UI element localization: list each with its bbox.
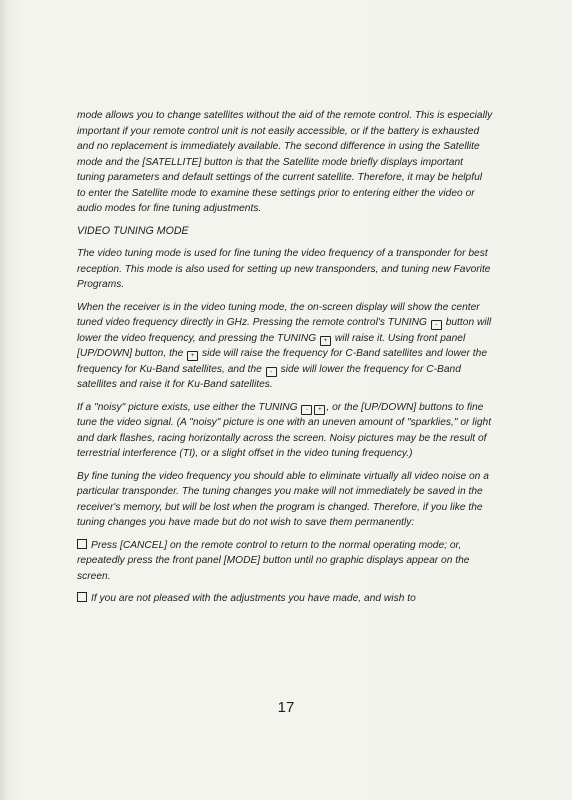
bullet-text: Press [CANCEL] on the remote control to return to the normal operating mode; or, repeatedly press the front panel [MODE] button until no graphic displays appear on the screen. — [77, 539, 470, 582]
section-heading-video-tuning: VIDEO TUNING MODE — [77, 224, 189, 237]
tuning-plus-icon: + — [320, 336, 331, 346]
down-arrow-icon: - — [266, 367, 277, 377]
text-segment: When the receiver is in the video tuning mode, the on-screen display will show the center tuned video frequency directly in GHz. Pressing the remote control's TUNING — [77, 301, 480, 328]
paragraph-fine-tuning: By fine tuning the video frequency you should able to eliminate virtually all video noise on a particular transponder. The tuning changes you make will not immediately be saved in the receiver's memory, but will be lost when the program is changed. Therefore, if you like the tuning changes you have made but do not wish to save them permanently: — [77, 470, 489, 528]
checkbox-bullet-icon — [77, 539, 87, 549]
text-segment: , or the [UP/DOWN] buttons to fine tune the video signal. (A "noisy" picture is one with an uneven amount of "sparklies," or light and dark flashes, racing horizontally across the screen. Noisy pictures may be the result of terrestrial interference (TI), or a slight offset in the video tuning frequency.) — [77, 401, 492, 459]
paragraph-video-tuning-intro: The video tuning mode is used for fine tuning the video frequency of a transponder for best reception. This mode is also used for setting up new transponders, and tuning new Favorite Programs. — [77, 248, 491, 290]
text-segment: side will raise the frequency for C-Band satellites and lower the frequency for Ku-Band satellites, and the — [77, 348, 488, 375]
text-segment: side will lower the frequency for C-Band satellites and raise it for Ku-Band satellites. — [77, 363, 461, 390]
tuning-minus-icon: - — [431, 320, 442, 330]
page-body — [77, 108, 493, 614]
text-segment: If a "noisy" picture exists, use either the TUNING — [77, 401, 298, 413]
text-segment: button will lower the video frequency, and pressing the TUNING — [77, 317, 492, 344]
bullet-item-not-pleased — [77, 591, 493, 607]
paragraph-noisy-picture — [77, 400, 493, 462]
paragraph-satellite-mode: mode allows you to change satellites without the aid of the remote control. This is especially important if your remote control unit is not easily accessible, or if the battery is exhausted and no replacement is immediately available. The second difference in using the Satellite mode and the [SATELLITE] button is that the Satellite mode briefly displays important tuning parameters and default settings of the current satellite. Therefore, it may be helpful to enter the Satellite mode to examine these settings prior to entering either the video or audio modes for fine tuning adjustments. — [77, 110, 493, 214]
tuning-plus-icon: + — [314, 405, 325, 415]
checkbox-bullet-icon — [77, 592, 87, 602]
bullet-item-cancel — [77, 538, 493, 585]
bullet-text: If you are not pleased with the adjustments you have made, and wish to — [91, 593, 416, 604]
tuning-minus-icon: - — [301, 405, 312, 415]
page-number: 17 — [277, 699, 295, 716]
paragraph-video-tuning-display — [77, 300, 493, 393]
text-segment: will raise it. Using front panel [UP/DOWN] button, the — [77, 332, 466, 359]
up-arrow-icon: + — [187, 351, 198, 361]
